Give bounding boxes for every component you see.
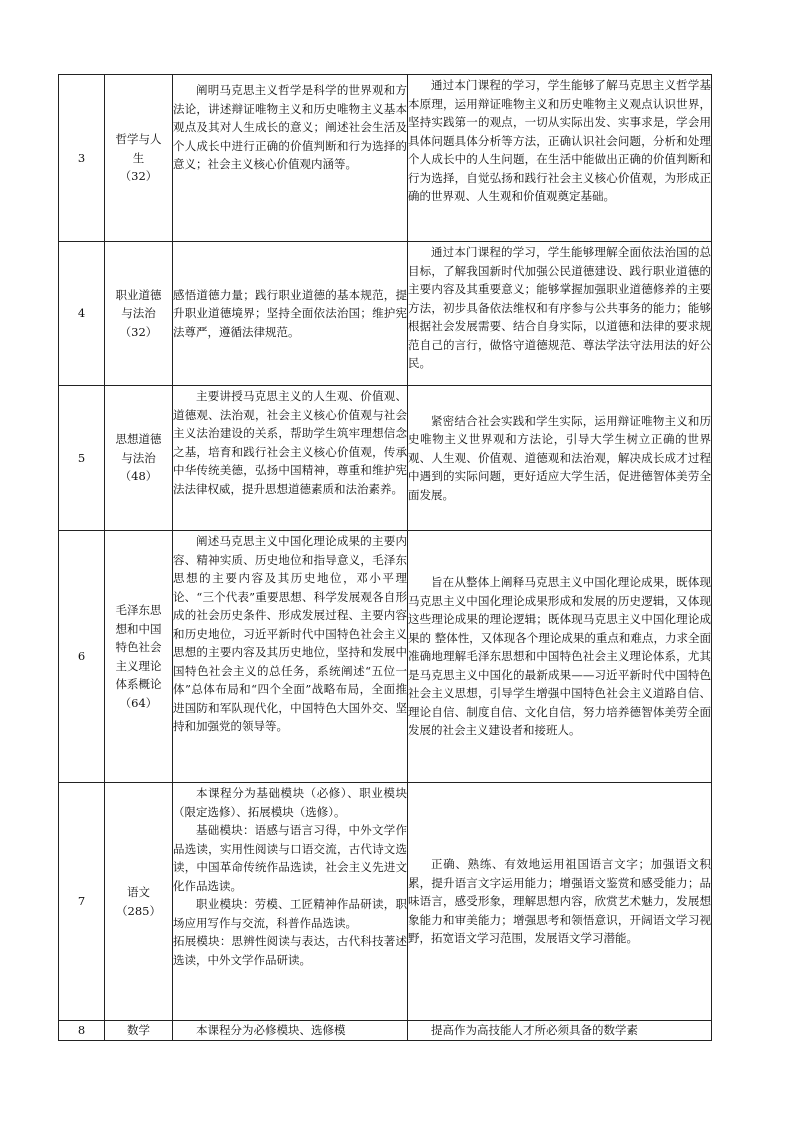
course-name-line: 特色社会 — [115, 640, 162, 654]
course-name — [105, 783, 173, 1021]
course-content — [173, 242, 408, 386]
table-row — [59, 783, 712, 1021]
course-name-line: 思想道德 — [115, 432, 162, 447]
table-row — [59, 531, 712, 783]
row-number: 7 — [59, 783, 105, 1021]
content-paragraph: 基础模块：语感与语言习得，中外文学作品选读，实用性阅读与口语交流，古代诗文选读，中国革命传统作品选读，社会主义先进文化作品选读。 — [173, 823, 407, 893]
course-name — [105, 1021, 173, 1041]
course-name-line: 哲学与人 — [115, 132, 162, 147]
content-paragraph: 阐明马克思主义哲学是科学的世界观和方法论，讲述辩证唯物主义和历史唯物主义基本观点及其对人生成长的意义；阐述社会生活及个人成长中进行正确的价值判断和行为选择的意义；社会主义核心价值观内涵等。 — [173, 83, 407, 171]
course-goal — [408, 75, 712, 242]
course-name-line: 数学 — [127, 1023, 150, 1037]
course-name — [105, 531, 173, 783]
course-name-line: 职业道德 — [115, 287, 162, 302]
course-name — [105, 75, 173, 242]
goal-paragraph: 正确、熟练、有效地运用祖国语言文字；加强语文积累，提升语言文字运用能力；增强语文鉴赏和感受能力；品味语言，感受形象，理解思想内容，欣赏艺术魅力，发展想象能力和审美能力；增强思考和领悟意识，开阔语文学习视野，拓宽语文学习范围，发展语文学习潜能。 — [408, 857, 711, 946]
content-paragraph: 职业模块：劳模、工匠精神作品研读，职场应用写作与交流，科普作品选读。 — [173, 897, 407, 930]
row-number: 3 — [59, 75, 105, 242]
content-paragraph: 本课程分为必修模块、选修模 — [196, 1023, 346, 1037]
goal-paragraph: 紧密结合社会实践和学生实际，运用辩证唯物主义和历史唯物主义世界观和方法论，引导大学生树立正确的世界观、人生观、价值观、道德观和法治观，解决成长成才过程中遇到的实际问题，更好适应大学生活，促进德智体美劳全面发展。 — [408, 413, 711, 502]
course-name-line: 主义理论 — [115, 658, 162, 673]
course-content — [173, 783, 408, 1021]
content-paragraph: 感悟道德力量；践行职业道德的基本规范，提升职业道德境界；坚持全面依法治国；维护宪法尊严，遵循法律规范。 — [173, 287, 407, 339]
content-paragraph: 主要讲授马克思主义的人生观、价值观、道德观、法治观，社会主义核心价值观与社会主义法治建设的关系，帮助学生筑牢理想信念之基，培育和践行社会主义核心价值观，传承中华传统美德，弘扬中国精神，尊重和维护宪法法律权威，提升思想道德素质和法治素养。 — [173, 389, 407, 496]
course-name-line: 与法治 — [121, 450, 156, 465]
course-goal — [408, 783, 712, 1021]
course-hours: （48） — [119, 469, 158, 484]
course-name-line: 毛泽东思 — [115, 603, 162, 617]
course-goal — [408, 531, 712, 783]
course-hours: （285） — [116, 903, 161, 918]
goal-paragraph: 通过本门课程的学习，学生能够理解全面依法治国的总目标，了解我国新时代加强公民道德建设、践行职业道德的主要内容及其重要意义；能够掌握加强职业道德修养的主要方法，初步具备依法维权和有序参与公共事务的能力；能够根据社会发展需要、结合自身实际，以道德和法律的要求规范自己的言行，做恪守道德规范、尊法学法守法用法的好公民。 — [408, 245, 711, 370]
course-name-line: 语文 — [127, 885, 150, 899]
row-number: 5 — [59, 386, 105, 531]
course-content — [173, 1021, 408, 1041]
goal-paragraph: 通过本门课程的学习，学生能够了解马克思主义哲学基本原理，运用辩证唯物主义和历史唯物主义观点认识世界，坚持实践第一的观点，一切从实际出发、实事求是，学会用具体问题具体分析等方法，正确认识社会问题，分析和处理个人成长中的人生问题，在生活中能做出正确的价值判断和行为选择，自觉弘扬和践行社会主义核心价值观，为形成正确的世界观、人生观和价值观奠定基础。 — [408, 78, 711, 203]
table-row — [59, 1021, 712, 1041]
course-name — [105, 242, 173, 386]
table-row — [59, 386, 712, 531]
row-number: 4 — [59, 242, 105, 386]
table-row — [59, 75, 712, 242]
content-paragraph: 拓展模块：思辨性阅读与表达，古代科技著述选读，中外文学作品研读。 — [173, 934, 407, 967]
row-number: 6 — [59, 531, 105, 783]
course-name-line: 生 — [132, 150, 145, 165]
table-row — [59, 242, 712, 386]
course-hours: （64） — [119, 695, 158, 710]
course-hours: （32） — [119, 324, 158, 339]
goal-paragraph: 提高作为高技能人才所必须具备的数学素 — [431, 1023, 638, 1037]
content-paragraph: 阐述马克思主义中国化理论成果的主要内容、精神实质、历史地位和指导意义，毛泽东思想的主要内容及其历史地位，邓小平理论、“三个代表”重要思想、科学发展观各自形成的社会历史条件、形成发展过程、主要内容和历史地位，习近平新时代中国特色社会主义思想的主要内容及其历史地位，坚持和发展中国特色社会主义的总任务，系统阐述“五位一体”总体布局和“四个全面”战略布局，全面推进国防和军队现代化，中国特色大国外交、坚持和加强党的领导等。 — [173, 534, 407, 733]
course-name-line: 想和中国 — [115, 621, 162, 636]
goal-paragraph: 旨在从整体上阐释马克思主义中国化理论成果，既体现马克思主义中国化理论成果形成和发展的历史逻辑，又体现这些理论成果的理论逻辑；既体现马克思主义中国化理论成果的 整体性，又体现各个理论成果的重点和难点，力求全面准确地理解毛泽东思想和中国特色社会主义理论体系，尤其是马克思主义中国化的最新成果——习近平新时代中国特色社会主义思想，引导学生增强中国特色社会主义道路自信、理论自信、制度自信、文化自信，努力培养德智体美劳全面发展的社会主义建设者和接班人。 — [408, 575, 711, 738]
course-name-line: 与法治 — [121, 306, 156, 321]
course-name — [105, 386, 173, 531]
course-goal — [408, 386, 712, 531]
course-content — [173, 386, 408, 531]
course-table — [58, 74, 712, 1041]
course-goal — [408, 242, 712, 386]
course-hours: （32） — [119, 169, 158, 184]
content-paragraph: 本课程分为基础模块（必修）、职业模块（限定选修）、拓展模块（选修）。 — [173, 786, 407, 819]
row-number: 8 — [59, 1021, 105, 1041]
course-content — [173, 531, 408, 783]
course-name-line: 体系概论 — [115, 677, 162, 691]
course-content — [173, 75, 408, 242]
course-goal — [408, 1021, 712, 1041]
